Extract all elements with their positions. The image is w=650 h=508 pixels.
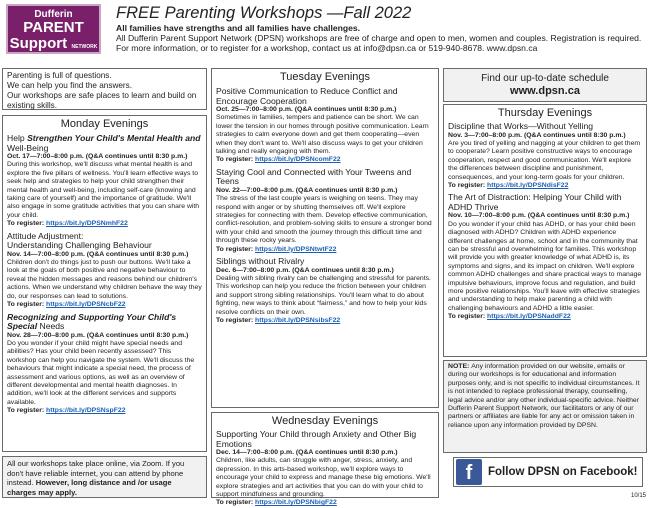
- wednesday-heading: Wednesday Evenings: [271, 415, 379, 427]
- tuesday-w1-date: Oct. 25—7:00–8:00 p.m. (Q&A continues until 8:30 p.m.): [216, 106, 397, 113]
- monday-w1-title-post: Well-Being: [7, 142, 49, 153]
- note-label: NOTE:: [448, 363, 472, 370]
- thursday-w2-body: Do you wonder if your child has ADHD, or has your child been diagnosed with ADHD? Children with ADHD experience different challenges at home, school and in the community that can be stressful and overwhelming for families. This workshop will provide you with greater knowledge of what ADHD is, its symptoms and signs, and its impact on children. We'll explore common ADHD challenges and share practical ways to manage impulsive behaviours, improve focus and regulation, and build more positive relationships. You'll leave with effective strategies and understanding to help make parenting a child with challenging behaviours and ADHD a little easier.: [448, 220, 642, 312]
- monday-heading: Monday Evenings: [60, 118, 149, 130]
- monday-w2-title-line2: Understanding Challenging Behaviour: [7, 240, 152, 251]
- header-line1: All Dufferin Parent Support Network (DPSN) workshops are free of charge and open to men, women and couples. Registration is required.: [116, 33, 642, 43]
- schedule-line1: Find our up-to-date schedule: [481, 73, 609, 84]
- monday-w2-title-line1: Attitude Adjustment:: [7, 230, 84, 241]
- register-label: To register:: [7, 220, 47, 228]
- thursday-w2-register: [448, 313, 642, 321]
- monday-w3-title-bold: Recognizing and Supporting Your Child's Special: [7, 311, 177, 331]
- monday-w3-title: [7, 313, 202, 332]
- logo-line1: Dufferin: [34, 9, 73, 20]
- tuesday-w3-register: [216, 317, 434, 325]
- facebook-banner[interactable]: [453, 457, 643, 487]
- monday-w2-register-link[interactable]: https://bit.ly/DPSNcbF22: [46, 301, 126, 309]
- tuesday-w3-register-link[interactable]: https://bit.ly/DPSNsibsF22: [255, 317, 341, 325]
- wednesday-w1-register-link[interactable]: https://bit.ly/DPSNbigF22: [255, 499, 337, 507]
- register-label: To register:: [7, 301, 47, 309]
- wednesday-section: [211, 412, 439, 507]
- thursday-w2-register-link[interactable]: https://bit.ly/DPSNaddF22: [487, 313, 571, 321]
- page-number: 10/15: [630, 493, 646, 499]
- title-free: FREE: [116, 4, 161, 22]
- thursday-w2-date: Nov. 10—7:00–8:00 p.m. (Q&A continues until 8:30 p.m.): [448, 212, 630, 220]
- monday-w3-register: [7, 407, 202, 415]
- tuesday-heading: Tuesday Evenings: [279, 71, 371, 83]
- intro-line2: We can help you find the answers.: [7, 81, 133, 90]
- page-title: [116, 4, 646, 23]
- monday-w3-title-post: Needs: [39, 321, 65, 331]
- page-subtitle: All families have strengths and all families have challenges.: [116, 23, 361, 33]
- monday-w3-register-link[interactable]: https://bit.ly/DPSNspF22: [46, 407, 126, 415]
- register-label: To register:: [448, 313, 488, 321]
- monday-w1-register-link[interactable]: https://bit.ly/DPSNmhF22: [46, 220, 128, 228]
- monday-w2-register: [7, 301, 202, 309]
- monday-w2-title: [7, 232, 202, 251]
- schedule-box: [443, 68, 647, 102]
- monday-section: [2, 115, 207, 452]
- wednesday-w1-register: [216, 499, 434, 507]
- monday-w2-date: Nov. 14—7:00–8:00 p.m. (Q&A continues until 8:30 p.m.): [7, 250, 189, 258]
- thursday-section: [443, 104, 647, 357]
- thursday-w1-body: Are you tired of yelling and nagging at your children to get them to cooperate? Learn positive constructive ways to encourage cooperation, respect and good communication. We'll explore the differences between discipline and punishment, consequences, and your long-term goals for your children.: [448, 139, 641, 181]
- register-label: To register:: [7, 407, 47, 415]
- logo-line2: PARENT: [23, 19, 84, 36]
- thursday-w2-title: The Art of Distraction: Helping Your Child with ADHD Thrive: [448, 192, 622, 212]
- facebook-text: Follow DPSN on Facebook!: [488, 466, 638, 478]
- register-label: To register:: [216, 245, 256, 253]
- monday-w3-date: Nov. 28—7:00–8:00 p.m. (Q&A continues until 8:30 p.m.): [7, 331, 189, 339]
- monday-w3-body: Do you wonder if your child might have special needs and abilities? Has your child been recently assessed? This workshop can help you navigate the system. We'll discuss the behaviours that might indicate a special need, the process of assessment and various options, as well as an overview of different developmental and mental health diagnoses. In addition, we'll look at the different services and supports available.: [7, 339, 195, 406]
- tuesday-w3-date: Dec. 6—7:00–8:00 p.m. (Q&A continues until 8:30 p.m.): [216, 266, 394, 274]
- monday-w1-title-pre: Help: [7, 133, 28, 143]
- register-label: To register:: [216, 499, 256, 507]
- logo-line3b: NETWORK: [71, 44, 98, 50]
- monday-w1-body: During this workshop, we'll discuss what mental health is and explore the five pillars of wellness. You'll learn effective ways to seek help and strategies to help your child strengthen their mental health and well-being, including self-care (knowing and taking care of yourself) and the importance of gratitude. We'll also engage in some gratitude activities that you can share with your child.: [7, 161, 200, 219]
- monday-w1-title-bold: Strengthen Your Child's Mental Health and: [27, 133, 201, 143]
- thursday-w1-title: Discipline that Works—Without Yelling: [448, 121, 594, 131]
- note-text: Any information provided on our website, emails or during our workshops is for educational and information purposes only, and is not specific to individual circumstances. It is not intended to replace professional therapy, counselling, legal advice and/or any other individual-specific advice. Neither Dufferin Parent Support Network, our facilitators or any of our partners or affiliates are liable for any act or omission taken in reliance upon any information provided by DPSN.: [448, 363, 640, 429]
- tuesday-w1-title: Positive Communication to Reduce Conflict and Encourage Cooperation: [216, 86, 398, 106]
- register-label: To register:: [216, 317, 256, 325]
- tuesday-section: [211, 68, 439, 408]
- online-bold: However, long distance and /or usage charges may apply.: [7, 478, 172, 497]
- tuesday-w1-register: [216, 156, 434, 164]
- register-label: To register:: [216, 156, 256, 164]
- tuesday-w3-title: Siblings without Rivalry: [216, 256, 305, 267]
- intro-line1: Parenting is full of questions.: [7, 71, 112, 80]
- wednesday-w1-body: Children, like adults, can struggle with anger, stress, anxiety, and depression. In this arts-based workshop, we'll explore ways to encourage your child to express and manage these big emotions. We'll explore strategies and art activities that you can do with your child to support mindfulness and grounding.: [216, 457, 431, 499]
- monday-w1-date: Oct. 17—7:00–8:00 p.m. (Q&A continues until 8:30 p.m.): [7, 153, 188, 160]
- facebook-icon: f: [456, 459, 482, 485]
- online-note: [2, 456, 207, 498]
- tuesday-w1-register-link[interactable]: https://bit.ly/DPSNcomF22: [255, 156, 341, 164]
- intro-box: [2, 68, 207, 110]
- tuesday-w2-body: The stress of the last couple years is weighing on teens. They may respond with anger or by shutting themselves off. We'll explore strategies for connecting with them. Develop effective communication, conflict-resolution, and problem-solving skills to ensure a stronger bond with your child and smooth the journey through this difficult time and through these rocky years.: [216, 195, 432, 245]
- monday-w1-register: [7, 220, 202, 228]
- schedule-url[interactable]: www.dpsn.ca: [510, 85, 580, 97]
- monday-w1-title: [7, 134, 202, 153]
- tuesday-w2-title: Staying Cool and Connected with Your Tweens and Teens: [216, 166, 412, 187]
- tuesday-w2-register: [216, 246, 434, 254]
- intro-line3: Our workshops are safe places to learn and build on existing skills.: [7, 91, 197, 110]
- tuesday-w2-register-link[interactable]: https://bit.ly/DPSNtwtF22: [255, 245, 337, 253]
- thursday-w1-register-link[interactable]: https://bit.ly/DPSNdisF22: [487, 181, 569, 189]
- thursday-heading: Thursday Evenings: [497, 107, 593, 119]
- register-label: To register:: [448, 181, 488, 189]
- thursday-w1-date: Nov. 3—7:00–8:00 p.m. (Q&A continues until 8:30 p.m.): [448, 131, 626, 139]
- header-line2: For more information, or to register for a workshop, contact us at info@dpsn.ca or 519-940-8678. www.dpsn.ca: [116, 43, 538, 53]
- disclaimer-note: [443, 360, 647, 453]
- wednesday-w1-date: Dec. 14—7:00–8:00 p.m. (Q&A continues until 8:30 p.m.): [216, 449, 398, 456]
- monday-w2-body: Children don't do things just to push our buttons. We'll take a look at the goals of both positive and negative behaviour to reveal the hidden messages and reasons behind our children's actions. When we understand why children behave the way they do, our responses can lead to solutions.: [7, 259, 202, 300]
- title-rest: Parenting Workshops —Fall 2022: [160, 4, 412, 22]
- page-header: [116, 4, 646, 53]
- dpsn-logo: [6, 4, 101, 54]
- tuesday-w2-date: Nov. 22—7:00–8:00 p.m. (Q&A continues until 8:30 p.m.): [216, 186, 398, 194]
- tuesday-w1-body: Sometimes in families, tempers and patience can be short. We can lower the tension in our homes through positive communication. Learn strategies to calm everyone down and get them cooperating—even when they don't want to. We'll also discuss ways to get your children talking and really engaging with them.: [216, 114, 429, 156]
- online-text: All our workshops take place online, via Zoom. If you don't have reliable internet, you can attend by phone instead.: [7, 459, 185, 487]
- thursday-w1-register: [448, 182, 642, 190]
- tuesday-w3-body: Dealing with sibling rivalry can be challenging and stressful for parents. This workshop can help you reduce the friction between your children and support strong sibling relationships. You'll learn what to do about fighting, new ways to think about “fairness,” and how to help your kids resolve conflicts on their own.: [216, 275, 431, 316]
- wednesday-w1-title: Supporting Your Child through Anxiety and Other Big Emotions: [216, 429, 417, 449]
- logo-line3: Support: [9, 35, 68, 52]
